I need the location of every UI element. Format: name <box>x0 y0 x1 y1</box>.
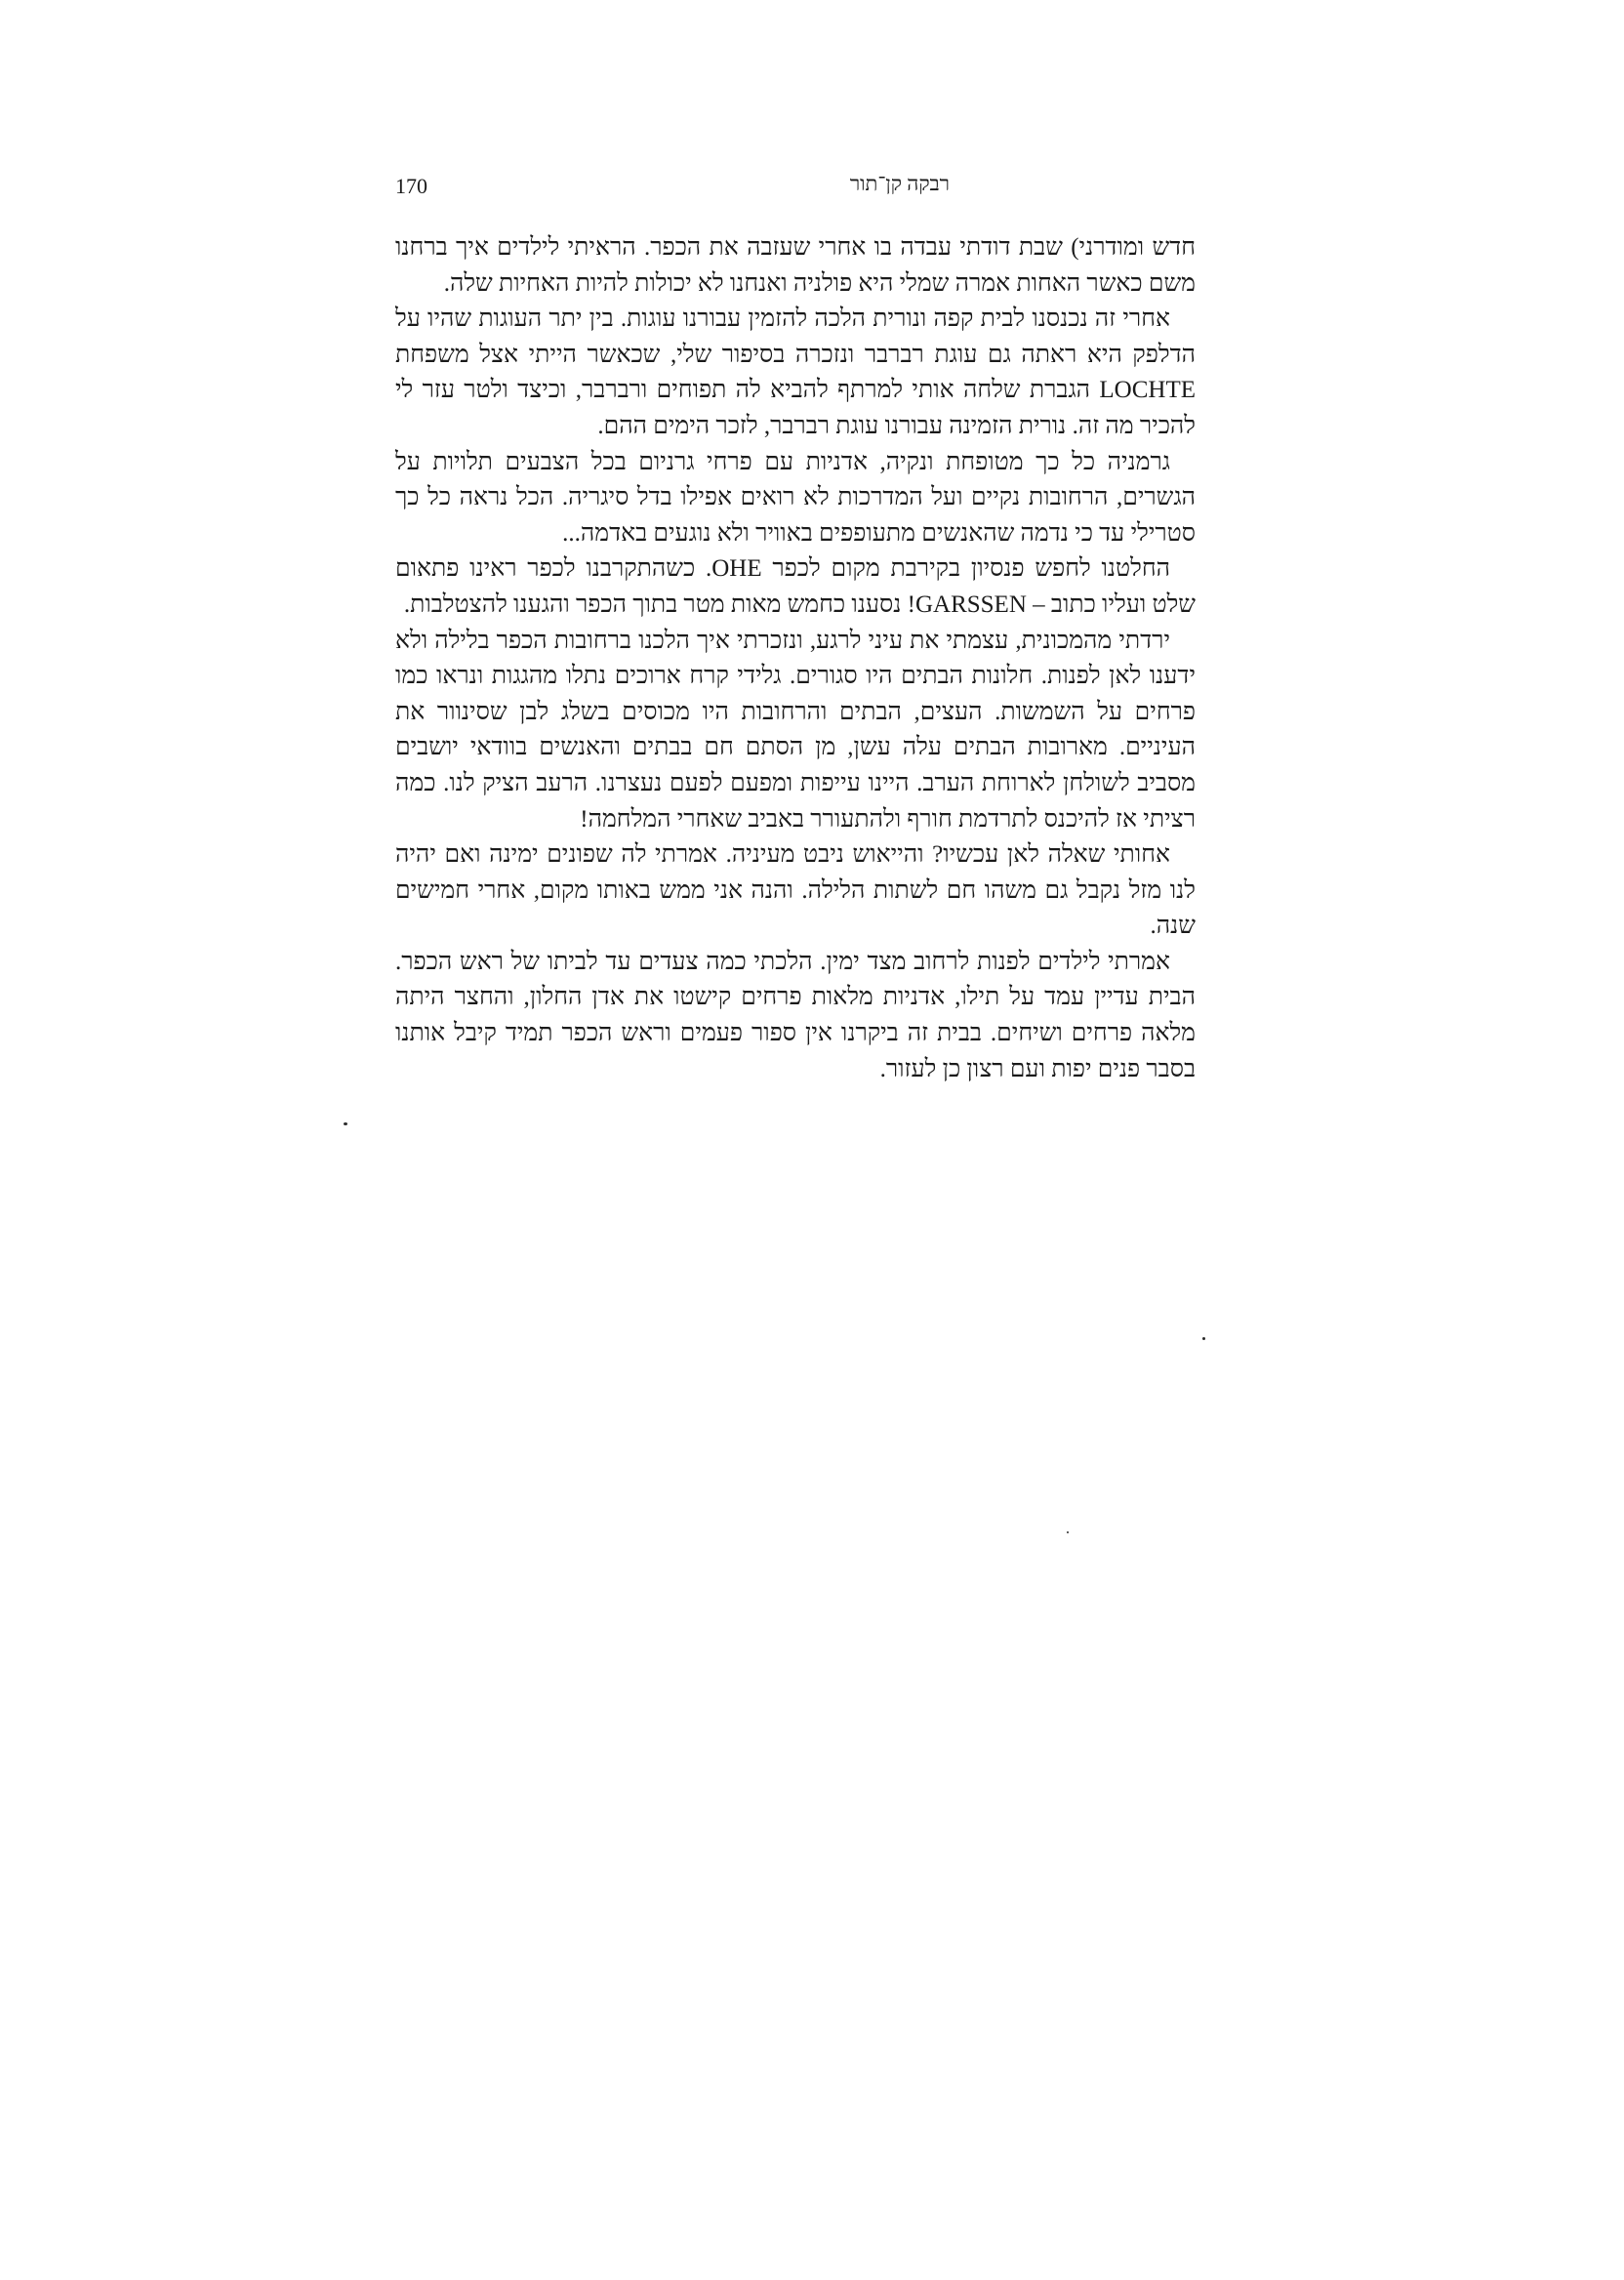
paragraph: חדש ומודרני) שבת דודתי עבדה בו אחרי שעזבה את הכפר. הראיתי לילדים איך ברחנו משם כאשר האחות אמרה שמלי היא פולניה ואנחנו לא יכולות להיות האחיות שלה. <box>395 234 1196 297</box>
scan-speck <box>1202 1337 1205 1340</box>
body-text <box>395 230 1196 1087</box>
running-head-author: רבקה קן־תור <box>849 172 950 195</box>
page-number: 170 <box>395 174 427 198</box>
scan-speck <box>344 1122 347 1125</box>
paragraph: גרמניה כל כך מטופחת ונקיה, אדניות עם פרחי גרניום בכל הצבעים תלויות על הגשרים, הרחובות נקיים ועל המדרכות לא רואים אפילו בדל סיגריה. הכל נראה כל כך סטרילי עד כי נדמה שהאנשים מתעופפים באוויר ולא נוגעים באדמה... <box>395 448 1196 547</box>
running-head <box>395 168 1196 203</box>
scan-speck <box>1067 1531 1069 1533</box>
paragraph: אחרי זה נכנסנו לבית קפה ונורית הלכה להזמין עבורנו עוגות. בין יתר העוגות שהיו על הדלפק היא ראתה גם עוגת רברבר ונזכרה בסיפור שלי, שכאשר הייתי אצל משפחת LOCHTE הגברת שלחה אותי למרתף להביא לה תפוחים ורברבר, וכיצד ולטר עזר לי להכיר מה זה. נורית הזמינה עבורנו עוגת רברבר, לזכר הימים ההם. <box>395 305 1196 439</box>
paragraph: החלטנו לחפש פנסיון בקירבת מקום לכפר OHE. כשהתקרבנו לכפר ראינו פתאום שלט ועליו כתוב – GARSSEN! נסענו כחמש מאות מטר בתוך הכפר והגענו להצטלבות. <box>395 555 1196 618</box>
paragraph: אחותי שאלה לאן עכשיו? והייאוש ניבט מעיניה. אמרתי לה שפונים ימינה ואם יהיה לנו מזל נקבל גם משהו חם לשתות הלילה. והנה אני ממש באותו מקום, אחרי חמישים שנה. <box>395 841 1196 940</box>
paragraph: אמרתי לילדים לפנות לרחוב מצד ימין. הלכתי כמה צעדים עד לביתו של ראש הכפר. הבית עדיין עמד על תילו, אדניות מלאות פרחים קישטו את אדן החלון, והחצר היתה מלאה פרחים ושיחים. בבית זה ביקרנו אין ספור פעמים וראש הכפר תמיד קיבל אותנו בסבר פנים יפות ועם רצון כן לעזור. <box>395 948 1196 1082</box>
paragraph: ירדתי מהמכונית, עצמתי את עיני לרגע, ונזכרתי איך הלכנו ברחובות הכפר בלילה ולא ידענו לאן לפנות. חלונות הבתים היו סגורים. גלידי קרח ארוכים נתלו מהגגות ונראו כמו פרחים על השמשות. העצים, הבתים והרחובות היו מכוסים בשלג לבן שסינוור את העיניים. מארובות הבתים עלה עשן, מן הסתם חם בבתים והאנשים בוודאי יושבים מסביב לשולחן לארוחת הערב. היינו עייפות ומפעם לפעם נעצרנו. הרעב הציק לנו. כמה רציתי אז להיכנס לתרדמת חורף ולהתעורר באביב שאחרי המלחמה! <box>395 627 1196 833</box>
